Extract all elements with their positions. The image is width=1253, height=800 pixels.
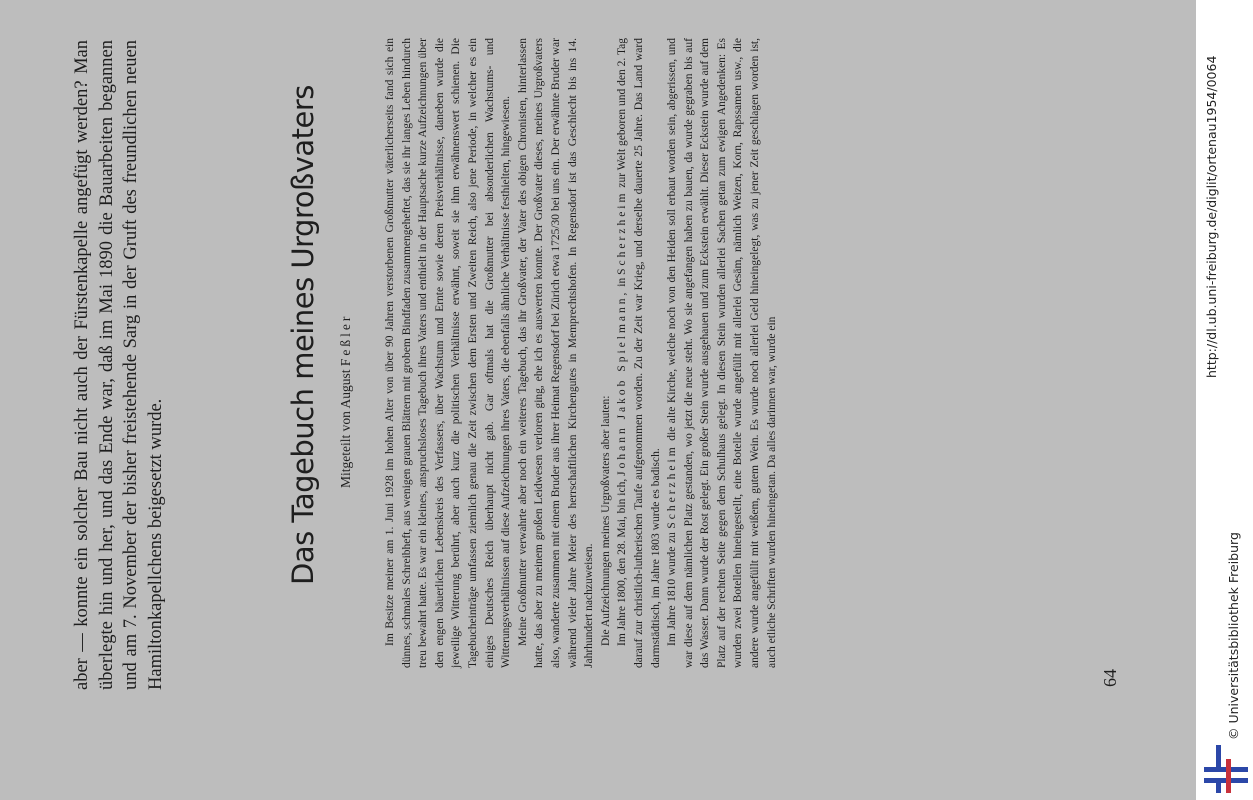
article-title: Das Tagebuch meines Urgroßvaters xyxy=(286,85,320,585)
p4-text-c: zur Welt geboren und den 2. Tag darauf zur christlich-lutherischen Taufe aufgenommen worden. Zu der Zeit war Krieg, und derselbe dauerte 25 Jahre. Das Land ward darmstädtisch, im Jahre 1803 wurde es badisch. xyxy=(616,37,662,668)
source-url[interactable]: http://dl.ub.uni-freiburg.de/diglit/ortenau1954/0064 xyxy=(1204,55,1219,378)
byline-author: Feßler xyxy=(338,313,353,367)
previous-article-text xyxy=(70,40,168,690)
person-name: Johann Jakob Spielmann, xyxy=(616,289,629,476)
article-body xyxy=(382,38,780,668)
body-paragraph-4 xyxy=(614,38,664,668)
library-sidebar xyxy=(1196,0,1253,800)
copyright-notice: © Universitätsbibliothek Freiburg xyxy=(1226,532,1241,740)
body-paragraph-3: Die Aufzeichnungen meines Urgroßvaters aber lauten: xyxy=(599,395,612,646)
place-name: Scherzheim xyxy=(616,190,629,275)
place-name: Scherzheim xyxy=(666,444,679,529)
university-logo-icon xyxy=(1204,745,1248,795)
byline xyxy=(338,314,354,488)
byline-prefix: Mitgeteilt von August xyxy=(338,369,353,488)
page-number: 64 xyxy=(1100,669,1120,687)
p5-text-b: die alte Kirche, welche noch von den Heiden soll erbaut worden sein, abgerissen, und war diese auf dem nämlichen Platz gestanden, wo jetzt die neue steht. Wo sie angefangen haben zu bauen, da wurde gegraben bis auf das Wasser. Dann wurde der Rost gelegt. Ein großer Stein wurde ausgehauen und zum Eckstein erwählt. Dieser Eckstein wurde auf dem Platz auf der rechten Seite gegen dem Schulhaus gelegt. In diesen Stein wurden allerlei Sachen getan zum ewigen Angedenken: Es wurden zwei Botellen hineingestellt, eine Botelle wurde angefüllt mit allerlei Gesäm, nämlich Weizen, Korn, Rapssamen usw., die andere wurde angefüllt mit weißem, gutem Wein. Es wurde noch allerlei Geld hineingelegt, was zu jener Zeit geschlagen worden ist, auch etliche Schriften wurden hineingetan. Da alles darinnen war, wurde ein xyxy=(666,38,778,668)
body-paragraph-1: Im Besitze meiner am 1. Juni 1928 im hohen Alter von über 90 Jahren verstorbenen Großmutter väterlicherseits fand sich ein dünnes, schmales Schreibheft, aus wenigen grauen Blättern mit grobem Bindfaden zusammengeheftet, das sie ihr langes Leben hindurch treu bewahrt hatte. Es war ein kleines, anspruchsloses Tagebuch ihres Vaters und enthielt in der Hauptsache kurze Aufzeichnungen über den engen bäuerlichen Lebenskreis des Verfassers, über Wachstum und Ernte sowie deren Preisverhältnisse, daneben wurde die jeweilige Witterung berührt, aber auch kurz die politischen Verhältnisse erwähnt, soweit sie ihm erwähnenswert schienen. Die Tagebucheinträge umfassen ziemlich genau die Zeit zwischen dem Ersten und Zweiten Reich, also jene Periode, in welcher es ein einiges Deutsches Reich überhaupt nicht gab. Gar oftmals hat die Großmutter bei absonderlichen Wachstums- und Witterungsverhältnissen auf diese Aufzeichnungen ihres Vaters, die ebenfalls ähnliche Verhältnisse festhielten, hingewiesen. xyxy=(384,38,513,668)
body-paragraph-2: Meine Großmutter verwahrte aber noch ein weiteres Tagebuch, das ihr Großvater, der Vater des obigen Chronisten, hinterlassen hatte, das aber zu meinem großen Leidwesen verloren ging, ehe ich es auswerten konnte. Der Großvater dieses, meines Urgroßvaters also, wanderte zusammen mit einem Bruder aus ihrer Heimat Regensdorf bei Zürich etwa 1725/30 bei uns ein. Der erwähnte Bruder war während vieler Jahre Meier des herrschaftlichen Kirchengutes in Memprechtshofen. In Regensdorf ist das Geschlecht bis ins 14. Jahrhundert nachzuweisen. xyxy=(516,38,596,668)
body-paragraph-5 xyxy=(664,38,780,668)
previous-article-paragraph: aber — konnte ein solcher Bau nicht auch der Fürstenkapelle angefügt werden? Man überlegte hin und her, und das Ende war, daß im Mai 1890 die Bauarbeiten begannen und am 7. November der bisher freistehende Sarg in der Gruft des freundlichen neuen Hamiltonkapellchens beigesetzt wurde. xyxy=(72,40,166,690)
p4-text-a: Im Jahre 1800, den 28. Mai, bin ich, xyxy=(616,478,629,646)
p5-text-a: Im Jahre 1810 wurde zu xyxy=(666,532,679,646)
p4-text-b: in xyxy=(616,277,629,287)
